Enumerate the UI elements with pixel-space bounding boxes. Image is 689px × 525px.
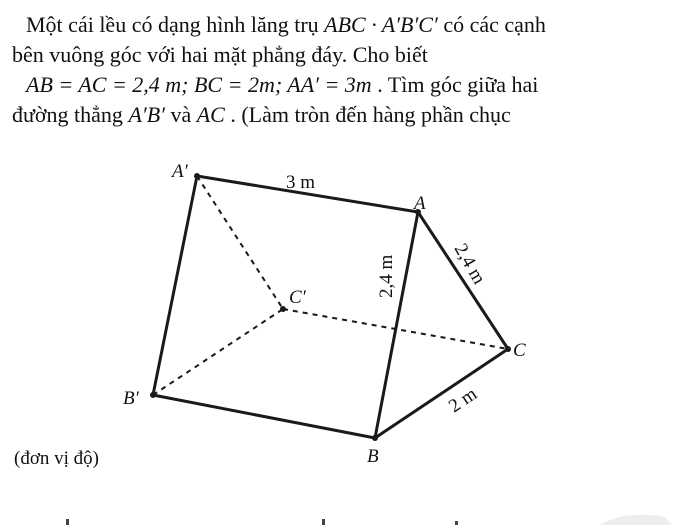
edge-a-c (418, 212, 508, 349)
length-ab: 2,4 m (376, 254, 397, 298)
problem-line4-text-c: . (Làm tròn đến hàng phần chục (230, 102, 511, 127)
vertex-c (505, 346, 511, 352)
cut-off-next-line (0, 505, 689, 525)
vertex-a-prime (194, 173, 200, 179)
vertex-b (372, 435, 378, 441)
edge-a-b (375, 212, 418, 438)
line-ac: AC (196, 102, 225, 127)
prism-notation: ABC · A′B′C′ (324, 12, 438, 37)
problem-line4-text-a: đường thẳng (12, 102, 123, 127)
vertex-c-prime (280, 306, 286, 312)
label-a: A (414, 193, 426, 214)
edge-b-c (375, 349, 508, 438)
problem-line1-text-a: Một cái lều có dạng hình lăng trụ (26, 12, 319, 37)
edge-b-prime-c-prime (153, 309, 283, 395)
edge-a-prime-c-prime (197, 176, 283, 309)
label-b-prime: B′ (123, 388, 139, 409)
problem-line3-text: . Tìm góc giữa hai (377, 72, 539, 97)
problem-line1-text-b: có các cạnh (443, 12, 546, 37)
given-lengths: AB = AC = 2,4 m; BC = 2m; AA′ = 3m (26, 72, 372, 97)
edge-a-prime-b-prime (153, 176, 197, 395)
label-c: C (513, 340, 526, 361)
label-b: B (367, 446, 379, 467)
label-a-prime: A′ (172, 161, 188, 182)
length-aa-prime: 3 m (286, 172, 316, 193)
vertex-b-prime (150, 392, 156, 398)
edge-b-prime-b (153, 395, 375, 438)
edge-c-prime-c (283, 309, 508, 349)
unit-note: (đơn vị độ) (14, 448, 99, 469)
problem-line2-text: bên vuông góc với hai mặt phẳng đáy. Cho biết (12, 42, 428, 67)
problem-line4-text-b: và (170, 102, 192, 127)
length-ac: 2,4 m (449, 240, 490, 288)
label-c-prime: C′ (289, 287, 306, 308)
length-bc: 2 m (445, 383, 481, 418)
line-a-prime-b-prime: A′B′ (128, 102, 165, 127)
